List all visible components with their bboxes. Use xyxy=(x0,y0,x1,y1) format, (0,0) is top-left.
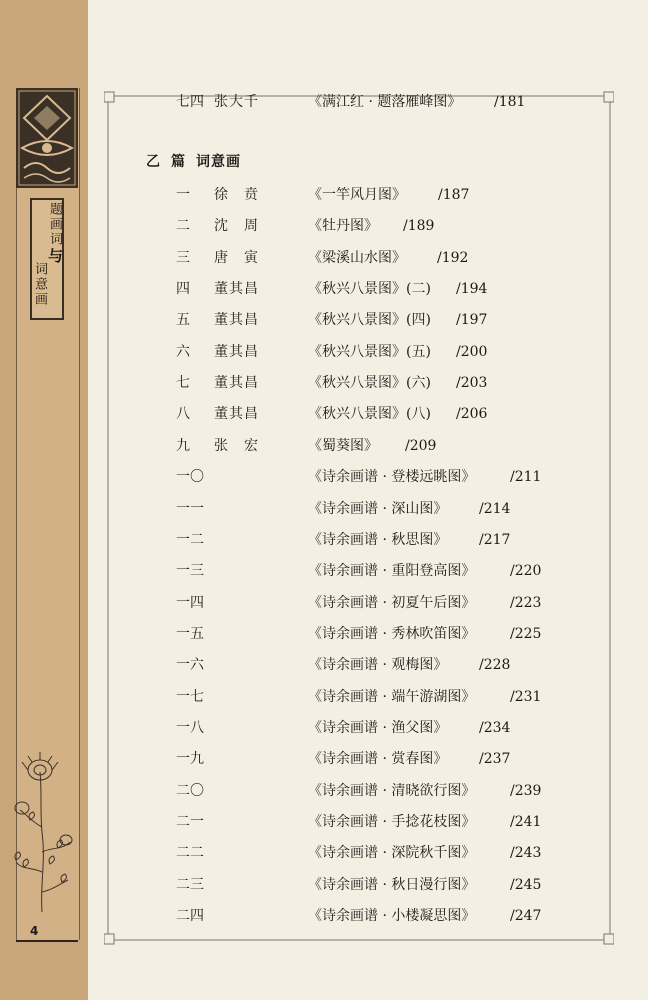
entry-title: 《秋兴八景图》(五) xyxy=(308,343,431,360)
entry-page: /245 xyxy=(510,876,542,893)
entry-number: 七四 xyxy=(176,94,204,110)
entry-page: /220 xyxy=(510,563,542,580)
entry-page: /203 xyxy=(456,375,488,392)
entry-title: 《诗余画谱 · 渔父图》 xyxy=(308,719,448,736)
entry-page: /189 xyxy=(403,218,435,235)
entry-author: 董其昌 xyxy=(214,406,259,423)
entry-title: 《诗余画谱 · 深院秋千图》 xyxy=(308,845,476,862)
section-label-2: 篇 xyxy=(171,154,186,170)
entry-page: /243 xyxy=(510,845,542,862)
entry-title: 《诗余画谱 · 秋日漫行图》 xyxy=(308,876,476,893)
entry-number: 七 xyxy=(176,375,190,392)
entry-title: 《梁溪山水图》 xyxy=(308,249,406,266)
entry-number: 二二 xyxy=(176,845,204,862)
entry-title: 《诗余画谱 · 重阳登高图》 xyxy=(308,563,476,580)
entry-title: 《诗余画谱 · 深山图》 xyxy=(308,500,448,517)
entry-title: 《诗余画谱 · 初夏午后图》 xyxy=(308,594,476,611)
entry-author: 沈 周 xyxy=(214,218,259,235)
entry-page: /211 xyxy=(510,469,542,486)
entry-page: /200 xyxy=(456,343,488,360)
entry-number: 一四 xyxy=(176,594,204,611)
entry-author: 董其昌 xyxy=(214,281,259,298)
book-title-main: 题画词 xyxy=(47,202,62,247)
entry-page: /239 xyxy=(510,782,542,799)
entry-number: 三 xyxy=(176,249,190,266)
page-number: 4 xyxy=(30,924,39,938)
entry-title: 《秋兴八景图》(四) xyxy=(308,312,431,329)
entry-author: 徐 贲 xyxy=(214,187,259,203)
entry-title: 《诗余画谱 · 秋思图》 xyxy=(308,531,448,548)
book-title-sub: 词意画 xyxy=(32,262,47,307)
entry-number: 一一 xyxy=(176,500,204,517)
entry-number: 九 xyxy=(176,437,190,454)
entry-author: 张 宏 xyxy=(214,437,259,454)
entry-page: /214 xyxy=(479,500,511,517)
entry-number: 四 xyxy=(176,281,190,298)
entry-title: 《诗余画谱 · 观梅图》 xyxy=(308,657,448,674)
entry-number: 五 xyxy=(176,312,190,329)
entry-page: /223 xyxy=(510,594,542,611)
entry-title: 《诗余画谱 · 端午游湖图》 xyxy=(308,688,476,705)
entry-page: /197 xyxy=(456,312,488,329)
entry-page: /225 xyxy=(510,625,542,642)
entry-number: 一 xyxy=(176,187,190,203)
entry-title: 《一竿风月图》 xyxy=(308,187,406,203)
entry-title: 《秋兴八景图》(六) xyxy=(308,375,431,392)
entry-page: /217 xyxy=(479,531,511,548)
entry-number: 一〇 xyxy=(176,469,204,486)
entry-number: 六 xyxy=(176,343,190,360)
section-name: 词意画 xyxy=(196,154,241,170)
entry-page: /206 xyxy=(456,406,488,423)
entry-number: 八 xyxy=(176,406,190,423)
entry-page: /247 xyxy=(510,908,542,925)
section-heading xyxy=(146,152,241,172)
entry-number: 二〇 xyxy=(176,782,204,799)
entry-title: 《蜀葵图》 xyxy=(308,437,378,454)
entry-number: 一七 xyxy=(176,688,204,705)
entry-page: /194 xyxy=(456,281,488,298)
book-title-mark: 与 xyxy=(46,248,64,265)
entry-page: /237 xyxy=(479,751,511,768)
entry-page: /187 xyxy=(438,187,470,203)
entry-number: 一五 xyxy=(176,625,204,642)
entry-number: 二 xyxy=(176,218,190,235)
entry-number: 二一 xyxy=(176,814,204,830)
entry-page: /228 xyxy=(479,657,511,674)
entry-author: 董其昌 xyxy=(214,375,259,392)
entry-author: 董其昌 xyxy=(214,312,259,329)
entry-number: 一八 xyxy=(176,719,204,736)
entry-author: 董其昌 xyxy=(214,343,259,360)
entry-title: 《诗余画谱 · 清晓欲行图》 xyxy=(308,782,476,799)
entry-title: 《诗余画谱 · 小楼凝思图》 xyxy=(308,908,476,925)
entry-author: 张大千 xyxy=(214,94,259,110)
entry-title: 《诗余画谱 · 赏春图》 xyxy=(308,751,448,768)
entry-page: /231 xyxy=(510,688,542,705)
entry-number: 一二 xyxy=(176,531,204,548)
section-label: 乙 xyxy=(146,154,161,170)
entry-page: /181 xyxy=(494,94,526,110)
entry-page: /241 xyxy=(510,814,542,830)
entry-title: 《诗余画谱 · 手捻花枝图》 xyxy=(308,814,476,830)
entry-number: 一六 xyxy=(176,657,204,674)
entry-number: 一三 xyxy=(176,563,204,580)
entry-number: 二三 xyxy=(176,876,204,893)
entry-title: 《秋兴八景图》(八) xyxy=(308,406,431,423)
entry-page: /234 xyxy=(479,719,511,736)
entry-page: /192 xyxy=(437,249,469,266)
entry-title: 《秋兴八景图》(二) xyxy=(308,281,431,298)
entry-title: 《牡丹图》 xyxy=(308,218,378,235)
entry-author: 唐 寅 xyxy=(214,249,259,266)
entry-number: 二四 xyxy=(176,908,204,925)
entry-title: 《诗余画谱 · 秀林吹笛图》 xyxy=(308,625,476,642)
entry-title: 《诗余画谱 · 登楼远眺图》 xyxy=(308,469,476,486)
entry-page: /209 xyxy=(405,437,437,454)
entry-number: 一九 xyxy=(176,751,204,768)
entry-title: 《满江红 · 题落雁峰图》 xyxy=(308,94,462,110)
